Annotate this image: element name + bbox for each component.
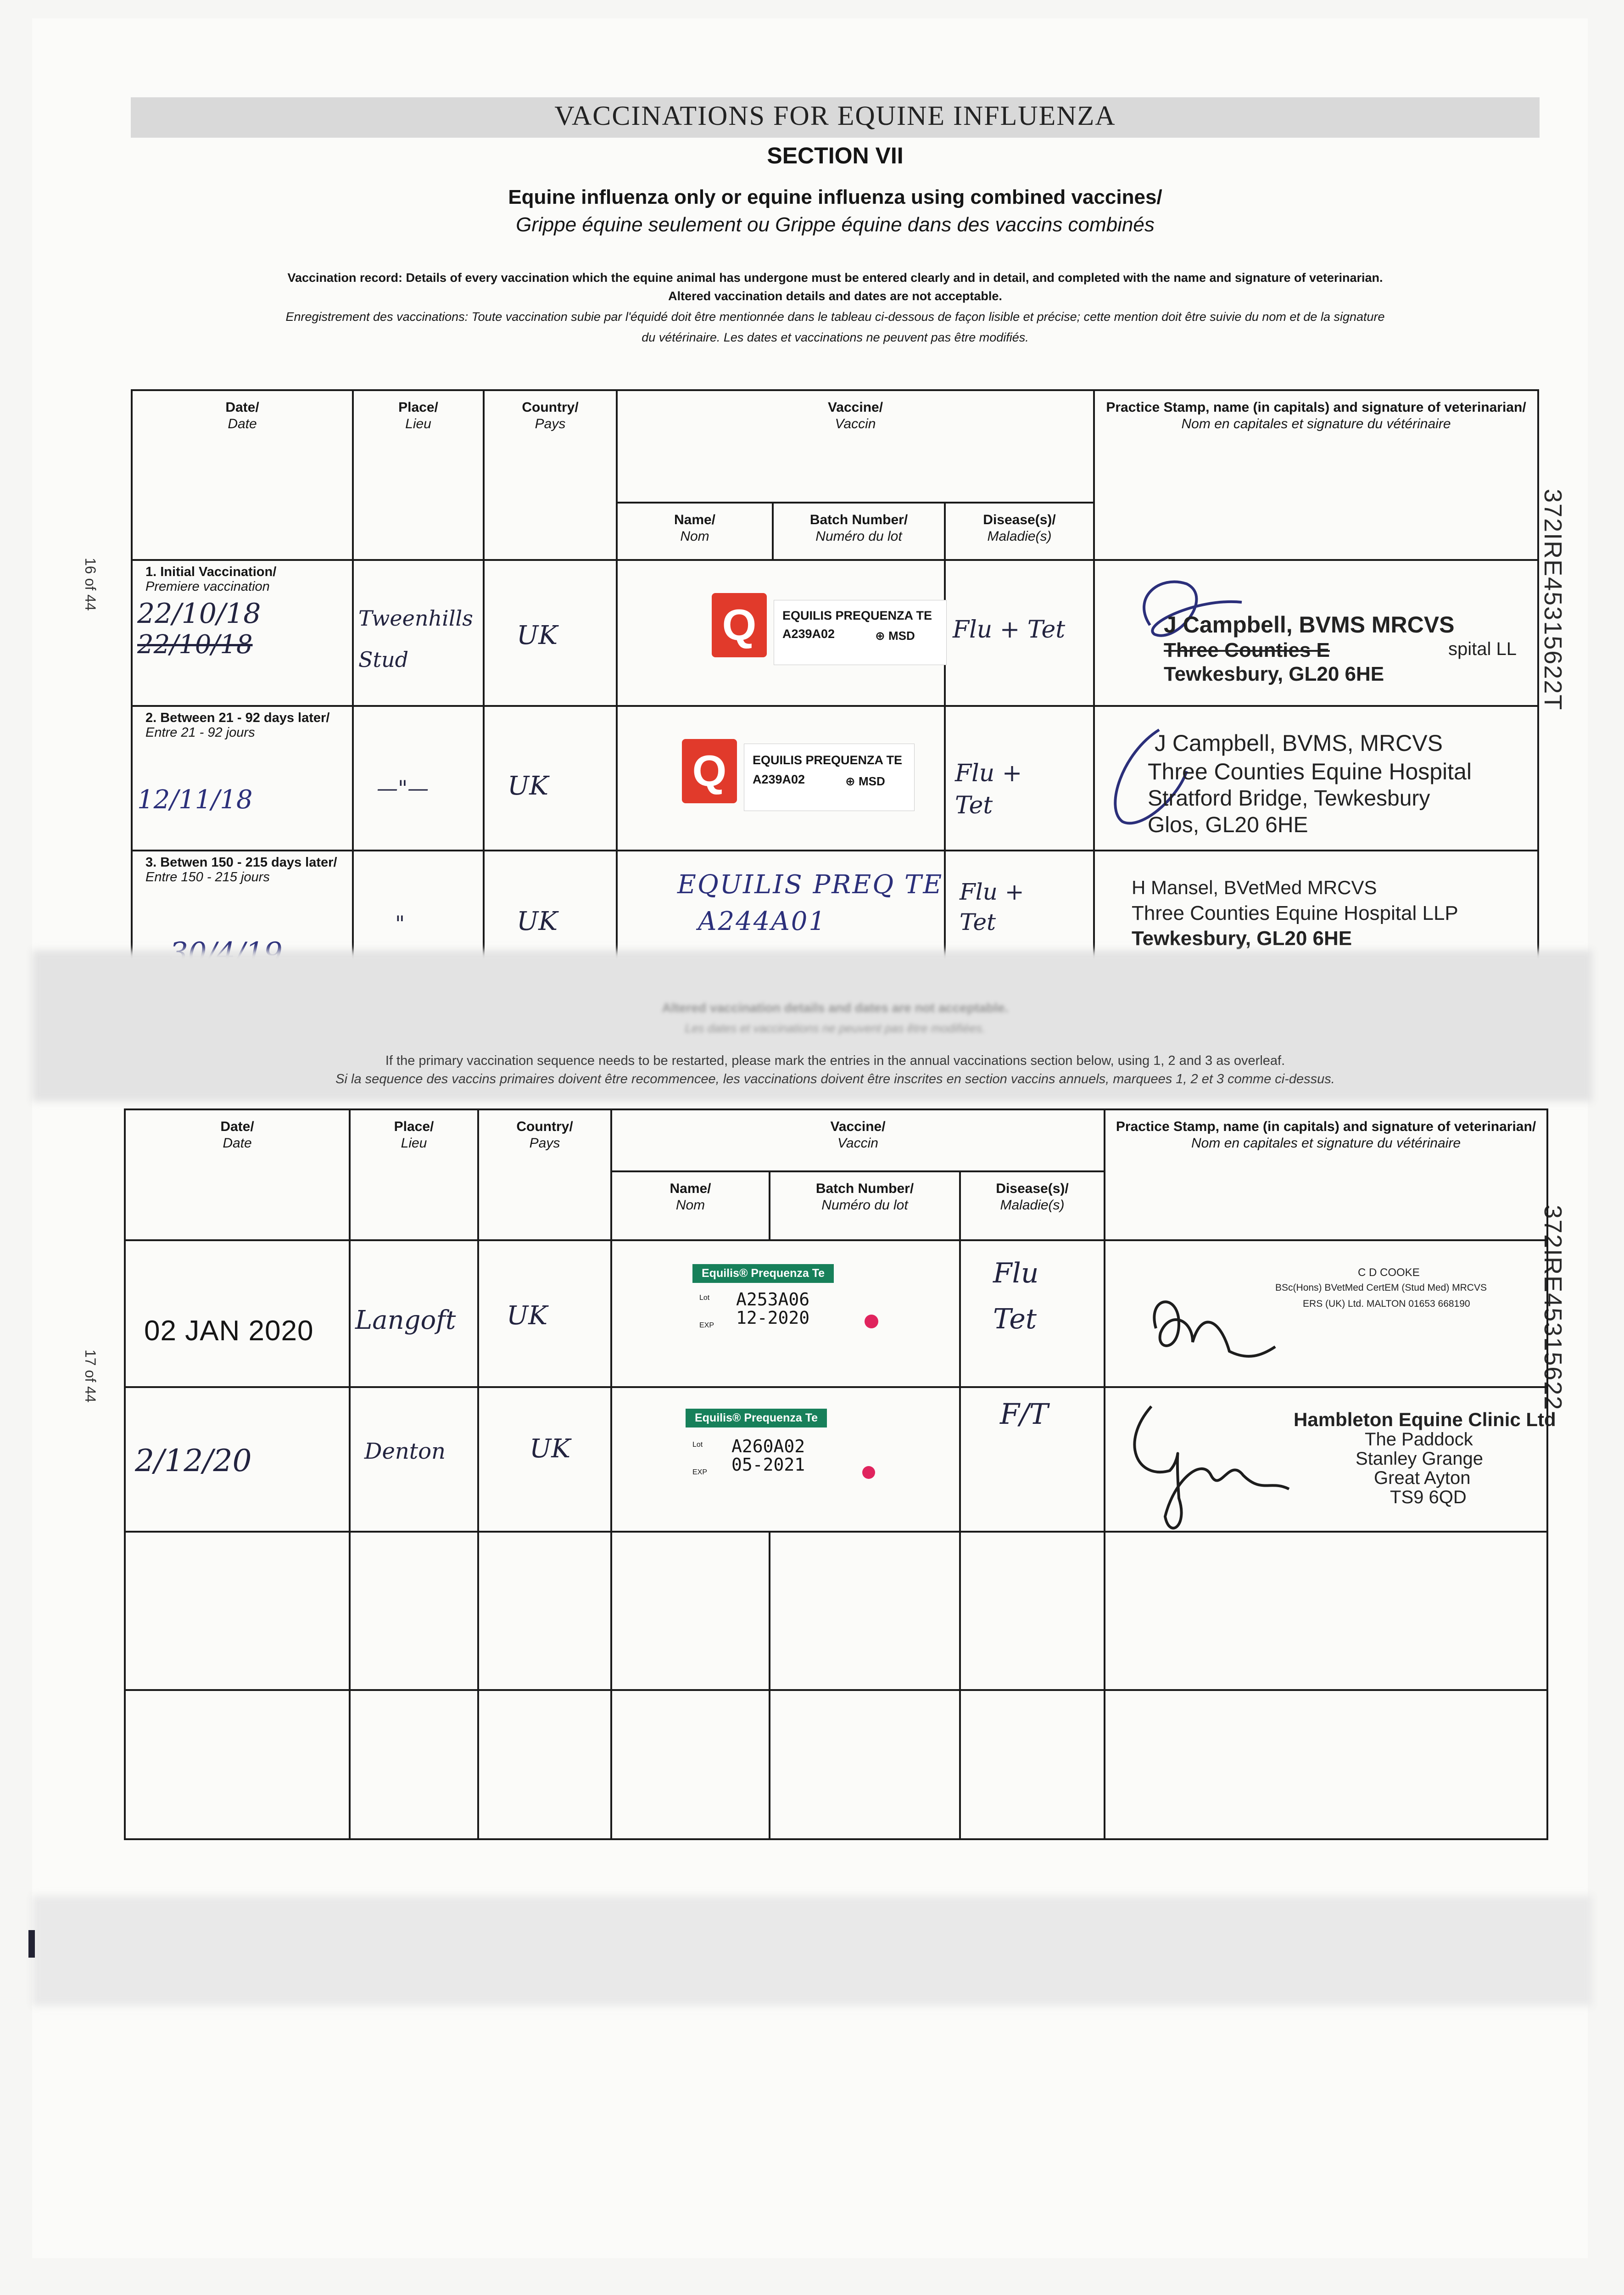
vaccine-sticker-cell <box>617 706 945 851</box>
col-place-header: Place/ Lieu <box>350 1109 478 1240</box>
vaccine-sticker: EQUILIS PREQUENZA TE A239A02 ⊕ MSD <box>774 600 947 665</box>
page-number-16: 16 of 44 <box>82 558 99 611</box>
registration-number-top: 372IRE45315622T <box>1539 489 1567 711</box>
col-stamp-header: Practice Stamp, name (in capitals) and signature of veterinarian/ Nom en capitales et signature du vétérinaire <box>1105 1109 1547 1240</box>
disease-cell: F/T <box>960 1387 1105 1532</box>
page-number-17: 17 of 44 <box>82 1349 99 1403</box>
place-cell: " <box>353 851 484 996</box>
place-cell: Denton <box>350 1387 478 1532</box>
vaccine-sticker-header: Equilis® Prequenza Te <box>686 1409 827 1427</box>
mid-note-4: Si la sequence des vaccins primaires doivent être recommencee, les vaccinations doivent être inscrites en section vaccins annuels, marquees 1, 2 et 3 comme ci-dessus. <box>335 1072 1335 1086</box>
date-cell: 3. Betwen 150 - 215 days later/ Entre 150 - 215 jours <box>132 851 353 996</box>
table-row <box>125 1240 1547 1387</box>
msd-logo: ⊕ MSD <box>875 629 915 643</box>
disease-cell: Flu + Tet <box>945 706 1094 851</box>
subtitle-english: Equine influenza only or equine influenza using combined vaccines/ <box>508 186 1162 208</box>
vet-stamp-cell: Hambleton Equine Clinic Ltd The Paddock Stanley Grange Great Ayton TS9 6QD <box>1105 1387 1547 1532</box>
place-cell: Langoft <box>350 1240 478 1387</box>
date-cell: 1. Initial Vaccination/ Premiere vaccination 22/10/18 22/10/18 <box>132 560 353 706</box>
col-country-header: Country/ Pays <box>484 390 617 560</box>
vaccine-sticker-cell <box>617 560 945 706</box>
place-cell: —"— <box>353 706 484 851</box>
col-country-header: Country/ Pays <box>478 1109 611 1240</box>
date-cell: 2. Between 21 - 92 days later/ Entre 21 - 92 jours 12/11/18 <box>132 706 353 851</box>
date-value: 22/10/18 <box>137 598 261 630</box>
mid-note-3: If the primary vaccination sequence needs to be restarted, please mark the entries in the annual vaccinations section below, using 1, 2 and 3 as overleaf. <box>385 1053 1285 1068</box>
country-cell: UK <box>478 1240 611 1387</box>
table-row <box>125 1387 1547 1532</box>
disease-cell: Flu + Tet <box>945 851 1094 996</box>
col-date-header: Date/ Date <box>132 390 353 560</box>
disease-cell: Flu + Tet <box>945 560 1094 706</box>
equilis-q-logo: Q <box>712 593 767 657</box>
col-place-header: Place/ Lieu <box>353 390 484 560</box>
msd-logo: ⊕ MSD <box>845 774 885 788</box>
vaccine-sticker-cell: Equilis® Prequenza Te Lot A260A02 EXP 05-2021 <box>611 1387 960 1532</box>
registration-number-bottom: 372IRE45315622 <box>1539 1205 1567 1411</box>
sticker-mark <box>862 1466 875 1479</box>
sticker-mark <box>865 1315 878 1328</box>
page-title: VACCINATIONS FOR EQUINE INFLUENZA <box>554 101 1116 131</box>
record-instructions-en-2: Altered vaccination details and dates are not acceptable. <box>668 289 1002 303</box>
table-row <box>132 560 1538 706</box>
place-cell: Tweenhills Stud <box>353 560 484 706</box>
date-cell: 2/12/20 <box>125 1387 350 1532</box>
vet-stamp-cell: J Campbell, BVMS, MRCVS Three Counties Equine Hospital Stratford Bridge, Tewkesbury Glos, GL20 6HE <box>1094 706 1538 851</box>
record-instructions-en: Vaccination record: Details of every vaccination which the equine animal has undergone must be entered clearly and in detail, and completed with the name and signature of veterinarian. <box>287 271 1383 285</box>
col-batch-header: Batch Number/ Numéro du lot <box>770 1171 960 1240</box>
mid-note-1: Altered vaccination details and dates are not acceptable. <box>662 1001 1009 1015</box>
col-name-header: Name/ Nom <box>611 1171 770 1240</box>
vaccine-sticker: EQUILIS PREQUENZA TE A239A02 ⊕ MSD <box>744 744 915 811</box>
col-name-header: Name/ Nom <box>617 503 773 560</box>
col-vaccine-header: Vaccine/ Vaccin <box>611 1109 1105 1171</box>
subtitle-french: Grippe équine seulement ou Grippe équine dans des vaccins combinés <box>516 213 1155 236</box>
equilis-q-logo: Q <box>682 739 737 803</box>
table-row-empty <box>125 1690 1547 1839</box>
country-cell: UK <box>484 706 617 851</box>
col-disease-header: Disease(s)/ Maladie(s) <box>945 503 1094 560</box>
table-row <box>132 706 1538 851</box>
col-stamp-header: Practice Stamp, name (in capitals) and signature of veterinarian/ Nom en capitales et signature du vétérinaire <box>1094 390 1538 560</box>
bottom-scan-shadow <box>32 1896 1592 2006</box>
vet-signature <box>1110 1388 1303 1544</box>
col-batch-header: Batch Number/ Numéro du lot <box>773 503 945 560</box>
country-cell: UK <box>478 1387 611 1532</box>
vaccine-sticker-header: Equilis® Prequenza Te <box>692 1264 834 1283</box>
vaccine-sticker-cell: Equilis® Prequenza Te Lot A253A06 EXP 12-2020 <box>611 1240 960 1387</box>
mid-note-2: Les dates et vaccinations ne peuvent pas être modifiées. <box>685 1021 986 1035</box>
vet-stamp-cell: J Campbell, BVMS MRCVS Three Counties E spital LL Tewkesbury, GL20 6HE <box>1094 560 1538 706</box>
date-cell: 02 JAN 2020 <box>125 1240 350 1387</box>
col-disease-header: Disease(s)/ Maladie(s) <box>960 1171 1105 1240</box>
vet-stamp-cell: H Mansel, BVetMed MRCVS Three Counties Equine Hospital LLP Tewkesbury, GL20 6HE <box>1094 851 1538 996</box>
scan-edge-mark <box>28 1930 35 1958</box>
country-cell: UK <box>484 851 617 996</box>
vet-stamp-cell: C D COOKE BSc(Hons) BVetMed CertEM (Stud Med) MRCVS ERS (UK) Ltd. MALTON 01653 668190 <box>1105 1240 1547 1387</box>
col-vaccine-header: Vaccine/ Vaccin <box>617 390 1094 503</box>
date-struck: 22/10/18 <box>137 630 253 660</box>
record-instructions-fr-2: du vétérinaire. Les dates et vaccinations ne peuvent pas être modifiés. <box>642 330 1029 344</box>
vet-signature <box>1138 1282 1284 1374</box>
record-instructions-fr: Enregistrement des vaccinations: Toute vaccination subie par l'équidé doit être mentionnée dans le tableau ci-dessous de façon lisible et précise; cette mention doit être suivie du nom et de la signature <box>285 310 1385 324</box>
section-heading: SECTION VII <box>767 143 904 168</box>
vaccine-handwritten-cell: EQUILIS PREQ TE A244A01 <box>617 851 945 996</box>
disease-cell: Flu Tet <box>960 1240 1105 1387</box>
table-row-empty <box>125 1532 1547 1690</box>
vaccination-table-primary <box>131 389 1539 997</box>
country-cell: UK <box>484 560 617 706</box>
col-date-header: Date/ Date <box>125 1109 350 1240</box>
